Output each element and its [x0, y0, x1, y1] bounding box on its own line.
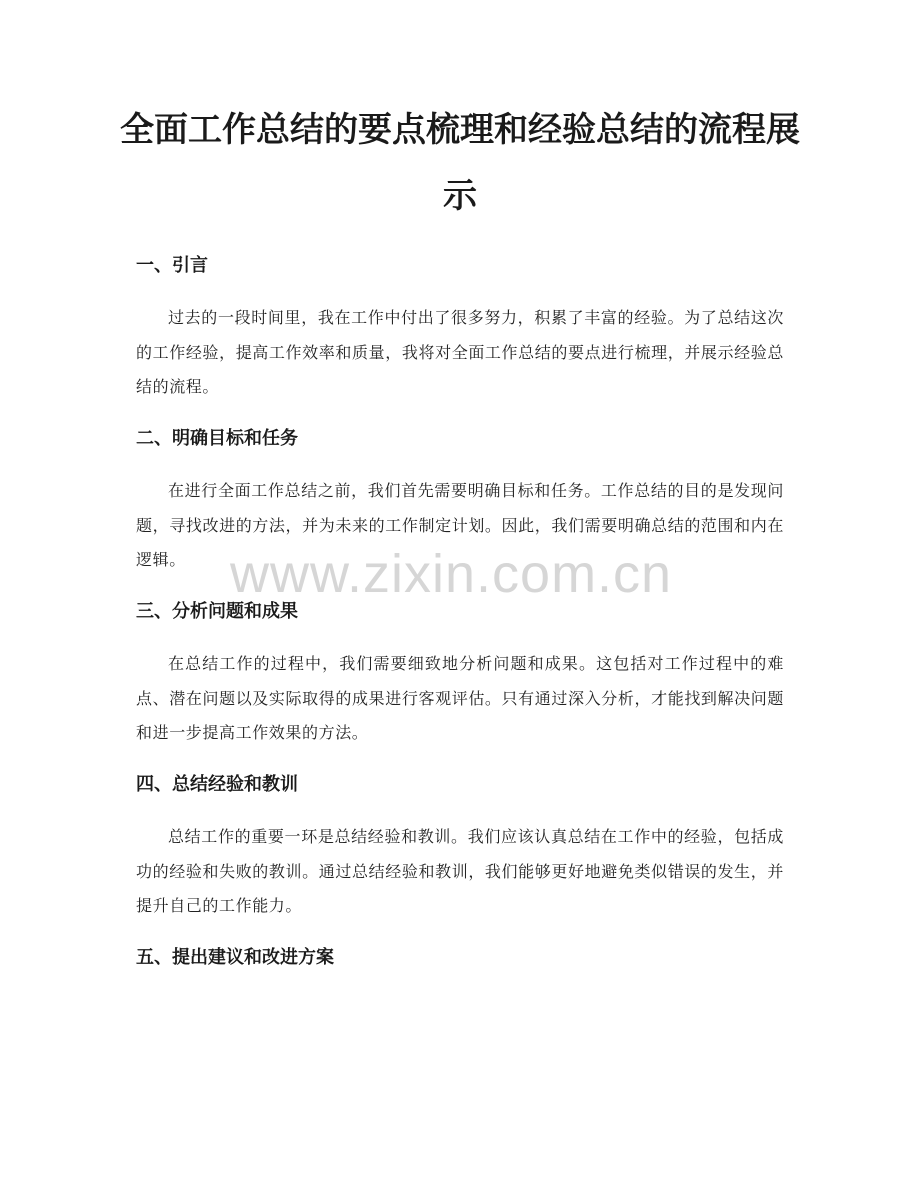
section-heading-experience: 四、总结经验和教训 — [136, 774, 298, 795]
watermark: www.zixin.com.cn — [230, 544, 673, 604]
section-heading-goals: 二、明确目标和任务 — [136, 428, 298, 449]
section-heading-analysis: 三、分析问题和成果 — [136, 601, 298, 622]
section-heading-suggestions: 五、提出建议和改进方案 — [136, 947, 334, 968]
section-body-analysis: 在总结工作的过程中，我们需要细致地分析问题和成果。这包括对工作过程中的难点、潜在问题以及实际取得的成果进行客观评估。只有通过深入分析，才能找到解决问题和进一步提高工作效果的方法。 — [136, 654, 784, 742]
section-heading-intro: 一、引言 — [136, 255, 208, 276]
section-body-intro: 过去的一段时间里，我在工作中付出了很多努力，积累了丰富的经验。为了总结这次的工作经验，提高工作效率和质量，我将对全面工作总结的要点进行梳理，并展示经验总结的流程。 — [136, 308, 784, 396]
section-body-experience: 总结工作的重要一环是总结经验和教训。我们应该认真总结在工作中的经验，包括成功的经验和失败的教训。通过总结经验和教训，我们能够更好地避免类似错误的发生，并提升自己的工作能力。 — [136, 827, 784, 915]
document-title: 全面工作总结的要点梳理和经验总结的流程展示 — [120, 110, 800, 216]
section-body-goals: 在进行全面工作总结之前，我们首先需要明确目标和任务。工作总结的目的是发现问题，寻找改进的方法，并为未来的工作制定计划。因此，我们需要明确总结的范围和内在逻辑。 — [136, 481, 784, 569]
